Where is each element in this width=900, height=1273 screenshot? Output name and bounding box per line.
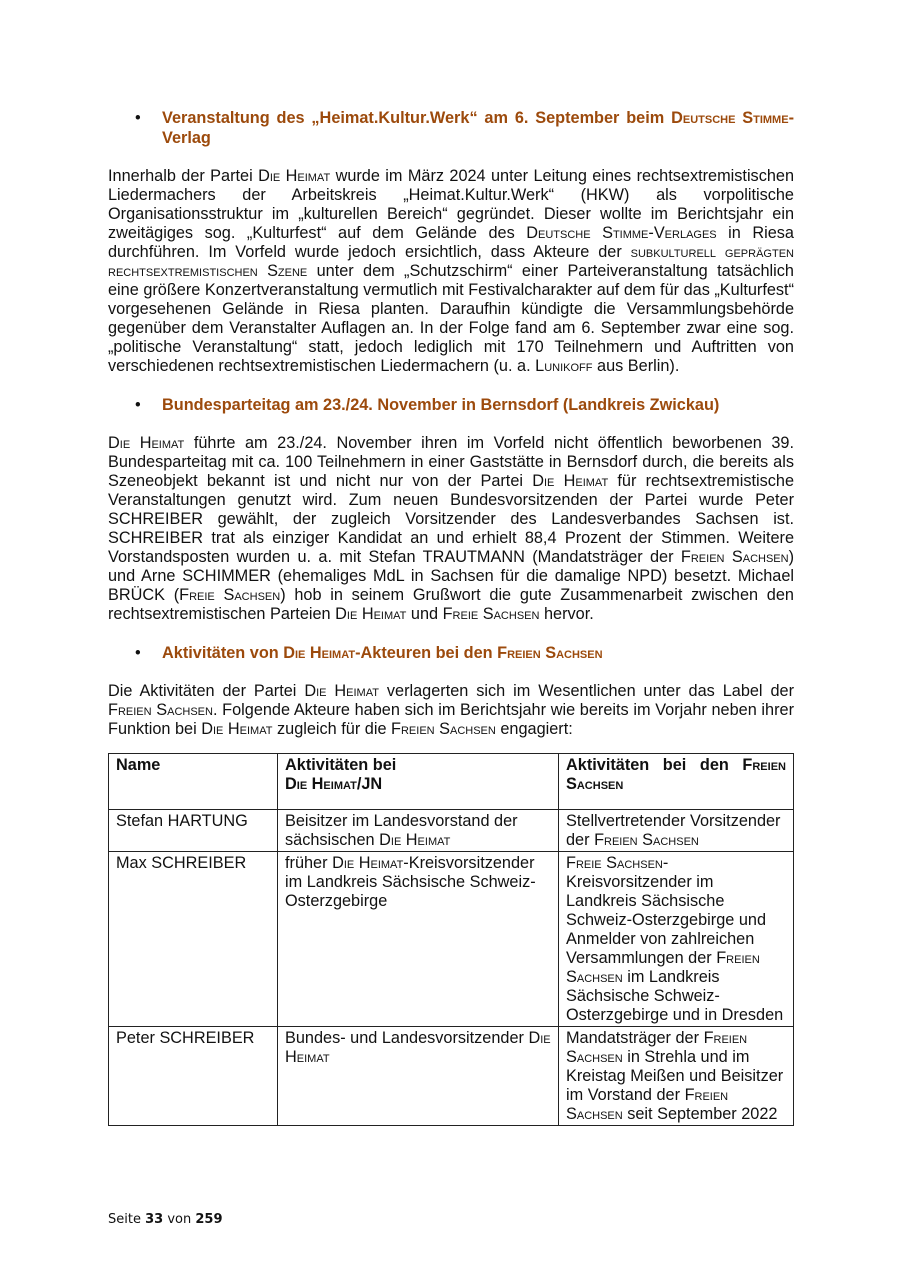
text-run-smallcaps: Freien Sachsen <box>594 831 699 849</box>
text-run-smallcaps: Freien Sachsen <box>566 1086 729 1123</box>
text-run: unter dem „Schutzschirm“ einer Parteiveranstaltung tatsächlich eine größere Konzertveranstaltung vermutlich mit Festivalcharakter auf dem für das „Kulturfest“ vorgesehenen Gelände in Riesa planten. Daraufhin kündigte die Versammlungsbehörde gegenüber dem Veranstalter Auflagen an. In der Folge fand am 6. September zwar eine sog. „politische Veranstaltung“ statt, jedoch lediglich mit 170 Teilnehmern und Auftritten von verschiedenen rechtsextremistischen Liedermachern (u. a. <box>108 262 794 375</box>
heading-text-smallcaps: Die Heimat <box>283 644 356 662</box>
text-run-smallcaps: Die Heimat <box>201 720 273 738</box>
header-heimat-line2: Die Heimat/JN <box>285 775 383 793</box>
text-run-smallcaps: Freien Sachsen <box>391 720 496 738</box>
text-run-smallcaps: Freien Sachsen <box>566 1029 748 1066</box>
text-run: im Landkreis Sächsische Schweiz-Osterzgebirge und in Dresden <box>566 968 784 1024</box>
text-run: Beisitzer im Landesvorstand der sächsischen <box>285 812 518 849</box>
text-run-smallcaps: Die Heimat <box>335 605 407 623</box>
text-run: ) hob in seinem Grußwort die gute Zusammenarbeit zwischen den rechtsextremistischen Parteien <box>108 586 794 623</box>
text-run: -Kreisvorsitzender im Landkreis Sächsische Schweiz-Osterzgebirge <box>285 854 536 910</box>
cell-freie-sachsen-activity <box>559 852 794 1027</box>
text-run: früher <box>285 854 333 872</box>
text-run-smallcaps: Freie Sachsen <box>566 854 663 872</box>
page-footer <box>108 1212 223 1227</box>
section-heading-heimat-kultur-werk <box>108 108 794 148</box>
text-run-smallcaps: Lunikoff <box>535 357 593 375</box>
cell-heimat-activity <box>278 810 559 852</box>
header-freie-sachsen-line1 <box>566 756 786 774</box>
cell-name: Max SCHREIBER <box>109 852 278 1027</box>
text-run-smallcaps: Deutsche Stimme-Verlages <box>526 224 717 242</box>
paragraph-aktivitaeten <box>108 682 794 739</box>
section-heading-aktivitaeten <box>108 643 794 663</box>
header-text-smallcaps: Freien <box>742 756 786 774</box>
header-freie-sachsen-text <box>566 756 786 774</box>
text-run: in Riesa durchführen. Im Vorfeld wurde jedoch ersichtlich, dass Akteure der <box>108 224 794 261</box>
heading-text: -Verlag <box>162 109 794 147</box>
text-run: -Kreisvorsitzender im Landkreis Sächsische Schweiz-Osterzgebirge und Anmelder von zahlreichen Versammlungen der <box>566 854 766 967</box>
cell-freie-sachsen-activity <box>559 810 794 852</box>
text-run: verlagerten sich im Wesentlichen unter das Label der <box>378 682 794 700</box>
text-run-smallcaps: Freien Sachsen <box>680 548 789 566</box>
text-run-smallcaps: Die Heimat <box>285 1029 551 1066</box>
text-run-smallcaps: Freie Sachsen <box>179 586 281 604</box>
text-run: Stellvertretender Vorsitzender der <box>566 812 781 849</box>
footer-page-total: 259 <box>195 1212 223 1227</box>
footer-page-number: 33 <box>145 1212 164 1227</box>
cell-name: Peter SCHREIBER <box>109 1027 278 1126</box>
text-run: seit September 2022 <box>622 1105 778 1123</box>
text-run: engagiert: <box>495 720 573 738</box>
text-run: . Folgende Akteure haben sich im Berichtsjahr wie bereits im Vorjahr neben ihrer Funktion bei <box>108 701 794 738</box>
text-run-smallcaps: subkulturell geprägten rechtsextremistischen Szene <box>108 243 794 280</box>
text-run: ) und Arne SCHIMMER (ehemaliges MdL in Sachsen für die damalige NPD) besetzt. Michael BRÜCK ( <box>108 548 794 604</box>
heading-text: Veranstaltung des „Heimat.Kultur.Werk“ am 6. September beim <box>162 109 672 127</box>
text-run: zugleich für die <box>272 720 392 738</box>
table-row <box>109 852 794 1027</box>
header-heimat-line1: Aktivitäten bei <box>285 756 397 774</box>
text-run-smallcaps: Die Heimat <box>304 682 379 700</box>
text-run-smallcaps: Freien Sachsen <box>108 701 213 719</box>
text-run: Bundes- und Landesvorsitzender <box>285 1029 529 1047</box>
paragraph-heimat-kultur-werk <box>108 167 794 376</box>
text-run: Innerhalb der Partei <box>108 167 259 185</box>
text-run: und <box>406 605 443 623</box>
text-run-smallcaps: Freie Sachsen <box>442 605 540 623</box>
text-run-smallcaps: Die Heimat <box>532 472 609 490</box>
text-run: hervor. <box>539 605 594 623</box>
cell-heimat-activity <box>278 852 559 1027</box>
header-heimat <box>278 754 559 810</box>
footer-middle: von <box>167 1212 192 1227</box>
bullet-icon: • <box>135 396 141 414</box>
cell-heimat-activity <box>278 1027 559 1126</box>
text-run-smallcaps: Die Heimat <box>108 434 185 452</box>
text-run-smallcaps: Die Heimat <box>258 167 331 185</box>
text-run-smallcaps: Freien Sachsen <box>566 949 760 986</box>
table-row <box>109 1027 794 1126</box>
section-heading-bundesparteitag <box>108 395 794 415</box>
heading-text-smallcaps: Freien Sachsen <box>497 644 603 662</box>
activities-table <box>108 753 794 1126</box>
bullet-icon: • <box>135 644 141 662</box>
paragraph-bundesparteitag <box>108 434 794 624</box>
header-text: Aktivitäten bei den <box>566 756 743 774</box>
header-freie-sachsen-line2: Sachsen <box>566 775 624 793</box>
heading-text: Aktivitäten von <box>162 644 284 662</box>
heading-text-smallcaps: Deutsche Stimme <box>671 109 789 127</box>
footer-prefix: Seite <box>108 1212 141 1227</box>
text-run: wurde im März 2024 unter Leitung eines rechtsextremistischen Liedermachers der Arbeitskreis „Heimat.Kultur.Werk“ (HKW) als vorpolitische Organisationsstruktur im „kulturellen Bereich“ gegründet. Dieser wollte im Berichtsjahr ein zweitägiges sog. „Kulturfest“ auf dem Gelände des <box>108 167 795 242</box>
bullet-icon: • <box>135 109 141 127</box>
header-name: Name <box>109 754 278 810</box>
heading-text: Bundesparteitag am 23./24. November in Bernsdorf (Landkreis Zwickau) <box>162 396 720 414</box>
table-body <box>109 810 794 1126</box>
table-row <box>109 810 794 852</box>
text-run-smallcaps: Die Heimat <box>379 831 451 849</box>
table-header-row <box>109 754 794 810</box>
text-run: Mandatsträger der <box>566 1029 704 1047</box>
text-run: für rechtsextremistische Veranstaltungen genutzt wird. Zum neuen Bundesvorsitzenden der Partei wurde Peter SCHREIBER gewählt, der zugleich Vorsitzender des Landesverbandes Sachsen ist. SCHREIBER trat als einziger Kandidat an und erhielt 88,4 Prozent der Stimmen. Weitere Vorstandsposten wurden u. a. mit Stefan TRAUTMANN (Mandatsträger der <box>108 472 794 566</box>
text-run: führte am 23./24. November ihren im Vorfeld nicht öffentlich beworbenen 39. Bundesparteitag mit ca. 100 Teilnehmern in einer Gaststätte in Bernsdorf durch, die bereits als Szeneobjekt bekannt ist und nicht nur von der Partei <box>108 434 795 490</box>
text-run: in Strehla und im Kreistag Meißen und Beisitzer im Vorstand der <box>566 1048 784 1104</box>
header-freie-sachsen <box>559 754 794 810</box>
heading-text: -Akteuren bei den <box>355 644 498 662</box>
cell-name: Stefan HARTUNG <box>109 810 278 852</box>
text-run: Die Aktivitäten der Partei <box>108 682 305 700</box>
text-run-smallcaps: Die Heimat <box>332 854 404 872</box>
cell-freie-sachsen-activity <box>559 1027 794 1126</box>
page-content <box>108 0 794 1126</box>
text-run: aus Berlin). <box>592 357 680 375</box>
